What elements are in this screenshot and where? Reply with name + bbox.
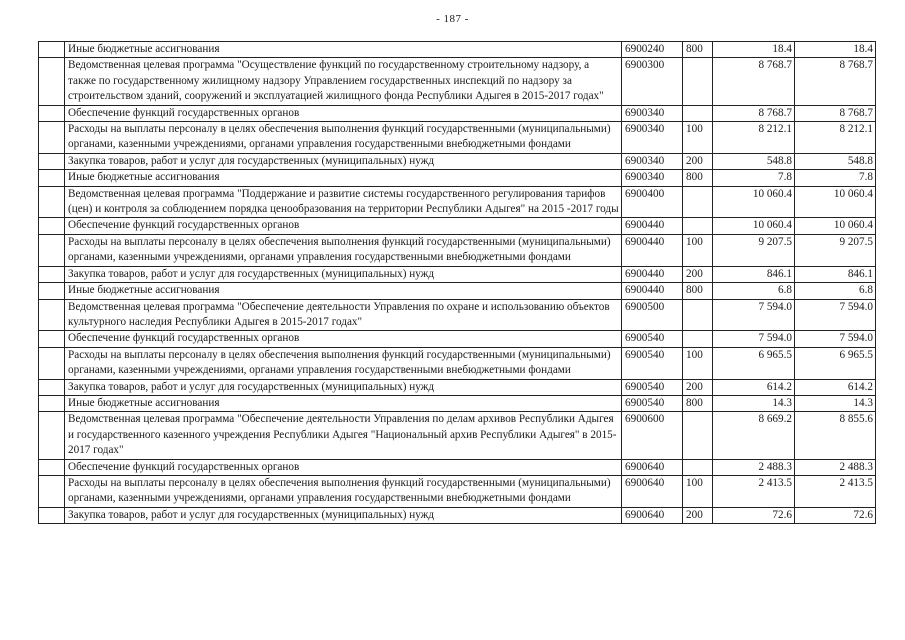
row-target-code-cell: 6900340 (622, 122, 683, 154)
row-amount-2016-cell: 8 768.7 (795, 105, 876, 121)
table-row (39, 122, 876, 154)
row-amount-2016-cell: 9 207.5 (795, 234, 876, 266)
row-target-code-cell: 6900400 (622, 186, 683, 218)
row-amount-2015-cell: 18.4 (713, 42, 795, 58)
row-expense-type-cell: 100 (683, 234, 713, 266)
row-amount-2015-cell: 6.8 (713, 283, 795, 299)
table-row (39, 266, 876, 282)
budget-table (38, 41, 876, 524)
row-blank-cell (39, 379, 65, 395)
row-amount-2015-cell: 7 594.0 (713, 331, 795, 347)
row-amount-2015-cell: 8 669.2 (713, 412, 795, 459)
row-expense-type-cell: 100 (683, 347, 713, 379)
row-amount-2016-cell: 548.8 (795, 153, 876, 169)
row-blank-cell (39, 395, 65, 411)
row-name-cell: Ведомственная целевая программа "Поддержание и развитие системы государственного регулирования тарифов (цен) и контроля за соблюдением порядка ценообразования на территории Республики Адыгея" на 2015 -2017 годы (65, 186, 622, 218)
row-expense-type-cell: 800 (683, 170, 713, 186)
row-blank-cell (39, 331, 65, 347)
table-row (39, 475, 876, 507)
row-amount-2015-cell: 2 413.5 (713, 475, 795, 507)
table-row (39, 234, 876, 266)
row-expense-type-cell: 800 (683, 395, 713, 411)
row-amount-2016-cell: 6.8 (795, 283, 876, 299)
table-row (39, 186, 876, 218)
row-amount-2016-cell: 7 594.0 (795, 299, 876, 331)
row-name-cell: Обеспечение функций государственных органов (65, 459, 622, 475)
row-name-cell: Закупка товаров, работ и услуг для государственных (муниципальных) нужд (65, 379, 622, 395)
table-row (39, 153, 876, 169)
table-row (39, 379, 876, 395)
row-target-code-cell: 6900240 (622, 42, 683, 58)
row-name-cell: Обеспечение функций государственных органов (65, 105, 622, 121)
row-expense-type-cell: 200 (683, 266, 713, 282)
row-name-cell: Обеспечение функций государственных органов (65, 218, 622, 234)
row-name-cell: Ведомственная целевая программа "Обеспечение деятельности Управления по охране и использованию объектов культурного наследия Республики Адыгея в 2015-2017 годах" (65, 299, 622, 331)
row-blank-cell (39, 105, 65, 121)
row-amount-2016-cell: 18.4 (795, 42, 876, 58)
table-row (39, 347, 876, 379)
row-name-cell: Расходы на выплаты персоналу в целях обеспечения выполнения функций государственными (муниципальными) органами, казенными учреждениями, органами управления государственными внебюджетными фондами (65, 122, 622, 154)
row-name-cell: Расходы на выплаты персоналу в целях обеспечения выполнения функций государственными (муниципальными) органами, казенными учреждениями, органами управления государственными внебюджетными фондами (65, 347, 622, 379)
row-blank-cell (39, 412, 65, 459)
row-expense-type-cell: 200 (683, 507, 713, 523)
row-amount-2015-cell: 14.3 (713, 395, 795, 411)
row-target-code-cell: 6900300 (622, 58, 683, 105)
row-amount-2015-cell: 9 207.5 (713, 234, 795, 266)
row-amount-2015-cell: 614.2 (713, 379, 795, 395)
row-name-cell: Ведомственная целевая программа "Обеспечение деятельности Управления по делам архивов Республики Адыгея и государственного казенного учреждения Республики Адыгея "Национальный архив Республики Адыгея" в 2015-2017 годах" (65, 412, 622, 459)
row-amount-2016-cell: 72.6 (795, 507, 876, 523)
row-amount-2016-cell: 10 060.4 (795, 186, 876, 218)
row-target-code-cell: 6900540 (622, 331, 683, 347)
page-number: - 187 - (436, 13, 469, 25)
table-row (39, 170, 876, 186)
row-expense-type-cell (683, 459, 713, 475)
row-blank-cell (39, 58, 65, 105)
row-target-code-cell: 6900640 (622, 475, 683, 507)
row-amount-2015-cell: 8 212.1 (713, 122, 795, 154)
row-amount-2015-cell: 7 594.0 (713, 299, 795, 331)
row-target-code-cell: 6900640 (622, 507, 683, 523)
row-amount-2016-cell: 8 212.1 (795, 122, 876, 154)
row-blank-cell (39, 475, 65, 507)
row-amount-2015-cell: 846.1 (713, 266, 795, 282)
row-target-code-cell: 6900500 (622, 299, 683, 331)
table-row (39, 283, 876, 299)
row-name-cell: Обеспечение функций государственных органов (65, 331, 622, 347)
row-expense-type-cell (683, 331, 713, 347)
row-expense-type-cell (683, 186, 713, 218)
row-blank-cell (39, 347, 65, 379)
row-blank-cell (39, 266, 65, 282)
row-target-code-cell: 6900540 (622, 379, 683, 395)
row-expense-type-cell: 100 (683, 122, 713, 154)
row-target-code-cell: 6900440 (622, 218, 683, 234)
row-amount-2015-cell: 10 060.4 (713, 186, 795, 218)
row-expense-type-cell (683, 299, 713, 331)
row-amount-2016-cell: 6 965.5 (795, 347, 876, 379)
row-name-cell: Иные бюджетные ассигнования (65, 395, 622, 411)
row-amount-2016-cell: 614.2 (795, 379, 876, 395)
row-expense-type-cell: 200 (683, 153, 713, 169)
row-amount-2015-cell: 8 768.7 (713, 105, 795, 121)
row-target-code-cell: 6900340 (622, 105, 683, 121)
row-target-code-cell: 6900340 (622, 170, 683, 186)
row-expense-type-cell (683, 105, 713, 121)
row-amount-2016-cell: 846.1 (795, 266, 876, 282)
row-expense-type-cell: 200 (683, 379, 713, 395)
row-amount-2016-cell: 8 768.7 (795, 58, 876, 105)
row-blank-cell (39, 299, 65, 331)
row-amount-2015-cell: 6 965.5 (713, 347, 795, 379)
table-row (39, 395, 876, 411)
row-amount-2015-cell: 72.6 (713, 507, 795, 523)
table-row (39, 459, 876, 475)
row-amount-2016-cell: 2 413.5 (795, 475, 876, 507)
row-name-cell: Иные бюджетные ассигнования (65, 283, 622, 299)
table-row (39, 42, 876, 58)
row-amount-2015-cell: 8 768.7 (713, 58, 795, 105)
row-amount-2015-cell: 7.8 (713, 170, 795, 186)
budget-table-body (39, 42, 876, 524)
table-row (39, 105, 876, 121)
row-name-cell: Закупка товаров, работ и услуг для государственных (муниципальных) нужд (65, 507, 622, 523)
row-amount-2015-cell: 10 060.4 (713, 218, 795, 234)
row-target-code-cell: 6900440 (622, 234, 683, 266)
table-row (39, 299, 876, 331)
row-blank-cell (39, 507, 65, 523)
row-blank-cell (39, 234, 65, 266)
row-blank-cell (39, 170, 65, 186)
row-name-cell: Иные бюджетные ассигнования (65, 42, 622, 58)
row-blank-cell (39, 459, 65, 475)
row-target-code-cell: 6900540 (622, 395, 683, 411)
row-name-cell: Иные бюджетные ассигнования (65, 170, 622, 186)
table-row (39, 58, 876, 105)
row-name-cell: Расходы на выплаты персоналу в целях обеспечения выполнения функций государственными (муниципальными) органами, казенными учреждениями, органами управления государственными внебюджетными фондами (65, 475, 622, 507)
table-row (39, 412, 876, 459)
table-row (39, 331, 876, 347)
row-name-cell: Закупка товаров, работ и услуг для государственных (муниципальных) нужд (65, 266, 622, 282)
row-name-cell: Расходы на выплаты персоналу в целях обеспечения выполнения функций государственными (муниципальными) органами, казенными учреждениями, органами управления государственными внебюджетными фондами (65, 234, 622, 266)
row-blank-cell (39, 283, 65, 299)
row-expense-type-cell (683, 412, 713, 459)
row-amount-2016-cell: 7.8 (795, 170, 876, 186)
row-expense-type-cell (683, 218, 713, 234)
row-blank-cell (39, 153, 65, 169)
row-target-code-cell: 6900640 (622, 459, 683, 475)
row-blank-cell (39, 42, 65, 58)
row-blank-cell (39, 218, 65, 234)
row-amount-2015-cell: 548.8 (713, 153, 795, 169)
row-expense-type-cell: 800 (683, 283, 713, 299)
row-amount-2016-cell: 7 594.0 (795, 331, 876, 347)
row-target-code-cell: 6900440 (622, 266, 683, 282)
row-target-code-cell: 6900600 (622, 412, 683, 459)
row-amount-2016-cell: 14.3 (795, 395, 876, 411)
table-row (39, 507, 876, 523)
row-expense-type-cell: 100 (683, 475, 713, 507)
row-target-code-cell: 6900340 (622, 153, 683, 169)
row-target-code-cell: 6900540 (622, 347, 683, 379)
row-amount-2015-cell: 2 488.3 (713, 459, 795, 475)
table-row (39, 218, 876, 234)
row-blank-cell (39, 122, 65, 154)
row-amount-2016-cell: 8 855.6 (795, 412, 876, 459)
row-amount-2016-cell: 10 060.4 (795, 218, 876, 234)
row-amount-2016-cell: 2 488.3 (795, 459, 876, 475)
row-blank-cell (39, 186, 65, 218)
row-name-cell: Закупка товаров, работ и услуг для государственных (муниципальных) нужд (65, 153, 622, 169)
row-expense-type-cell (683, 58, 713, 105)
row-target-code-cell: 6900440 (622, 283, 683, 299)
row-expense-type-cell: 800 (683, 42, 713, 58)
row-name-cell: Ведомственная целевая программа "Осуществление функций по государственному строительному надзору, а также по государственному жилищному надзору Управлением государственных инспекций по надзору за строительством зданий, сооружений и эксплуатацией жилищного фонда Республики Адыгея в 2015-2017 годах" (65, 58, 622, 105)
